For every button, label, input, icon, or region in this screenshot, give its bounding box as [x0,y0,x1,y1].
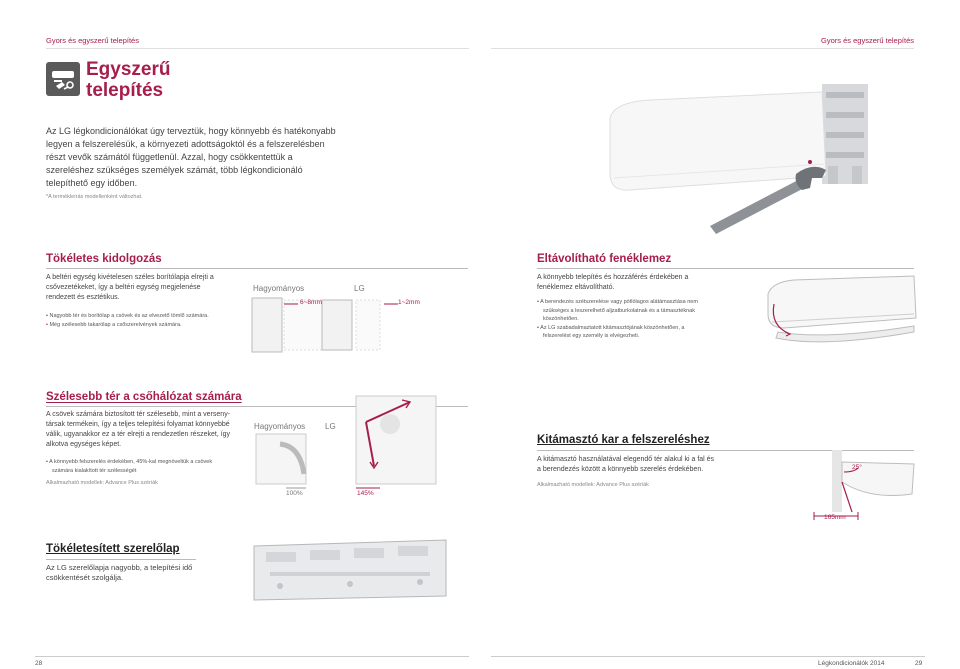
section-title-removable-base: Eltávolítható fenéklemez [537,253,672,265]
gap-traditional: 6~8mm [300,299,322,306]
body-line: A csövek számára biztosított tér szélesebb, mint a verseny- [46,411,231,418]
intro-note: *A termékleírás modellenként változhat. [46,194,143,200]
support-arm-diagram [774,450,920,526]
body-line: csökkentését szolgálja. [46,573,124,582]
header-rule-left [46,48,469,49]
bullet-text: Az LG szabadalmaztatott kitámasztójának köszönhetően, a [540,324,685,331]
body-line: alkotva egységes képet. [46,441,122,448]
section-title-perfect-finish: Tökéletes kidolgozás [46,253,162,265]
install-icon [46,62,80,96]
section-bullets [537,298,757,341]
bullet-text: Még szélesebb takarólap a csőszerelvények számára. [49,321,182,328]
section-bullets [46,312,246,329]
bullet-item: • Az LG szabadalmaztatott kitámasztójának köszönhetően, a [537,324,685,331]
section-rule [537,268,914,269]
section-body [537,273,737,293]
section-bullets [46,458,246,475]
section-title-support-arm: Kitámasztó kar a felszereléshez [537,434,710,446]
bullet-item: • Még szélesebb takarólap a csőszerelvények számára. [46,321,182,328]
intro-line: szereléshez szükséges személyek számát, több légkondicionáló [46,165,303,175]
intro-line: telepíthető egy időben. [46,178,138,188]
intro-text [46,125,376,190]
bullet-text: A könnyebb felszerelés érdekében, 45%-kal megnöveltük a csövek [49,459,213,465]
section-rule [46,268,468,269]
gap-lg: 1~2mm [398,299,420,306]
footer-publication: Légkondicionálók 2014 [818,660,885,667]
bullet-text: szükséges a leszerelhető aljzatburkolatnak és a támasztéknak [543,307,695,314]
bullet-item: • A berendezés szétszerelése vagy pótlólagos alátámasztása nem [537,299,698,305]
bullet-text: A berendezés szétszerelése vagy pótlólagos alátámasztása nem [540,299,698,305]
footer-rule-right [491,656,925,657]
distance-label: 165mm [824,514,846,521]
removable-base-illustration [764,274,920,354]
bullet-item: • Nagyobb tér és borítólap a csövek és az elvezető tömlő számára. [46,313,209,319]
page-number-left: 28 [35,660,43,667]
bullet-text: számára kialakított tér szélességét [52,467,137,474]
applicable-models-note: Alkalmazható modellek: Advance Plus szériák [537,482,649,488]
mounting-bracket [822,84,868,184]
section-body [46,410,236,450]
header-rule-right [491,48,914,49]
page-title-line1: Egyszerű [86,59,171,80]
applicable-models-note: Alkalmazható modellek: Advance Plus szériák [46,480,158,486]
bullet-text: Nagyobb tér és borítólap a csövek és az elvezető tömlő számára. [49,313,209,319]
intro-line: részt vevők számától függetlenül. Azzal, hogy csökkentettük a [46,152,293,162]
mounting-plate-illustration [250,538,450,604]
body-line: Az LG szerelőlapja nagyobb, a telepítési idő [46,563,193,572]
angle-label: 25° [852,464,862,471]
body-line: a berendezés között a könnyebb szerelés érdekében. [537,466,704,473]
label-traditional: Hagyományos [254,422,306,431]
width-lg: 145% [357,490,374,497]
section-body [537,455,757,475]
intro-line: legyen a felszerelésük, a környezeti adottságoktól és a felszerelésben [46,139,325,149]
intro-line: Az LG légkondicionálókat úgy terveztük, hogy könnyebb és hatékonyabb [46,126,336,136]
body-line: fenéklemez eltávolítható. [537,284,615,291]
body-line: A kitámasztó használatával elegendő tér alakul ki a fal és [537,456,715,463]
body-line: válik, ugyanakkor ez a tér elrejti a rendezetlen részeket, így [46,431,231,438]
bullet-text: köszönhetően. [543,316,579,322]
body-line: A könnyebb telepítés és hozzáférés érdekében a [537,274,689,281]
body-line: társak termékein, így a teljes telepítési folyamat könnyebbé [46,421,230,428]
label-lg: LG [325,422,336,431]
section-body [46,563,236,583]
page-title-line2: telepítés [86,80,164,101]
section-title-wider-space: Szélesebb tér a csőhálózat számára [46,391,242,403]
label-traditional: Hagyományos [253,284,305,293]
footer-rule-left [35,656,469,657]
width-traditional: 100% [286,490,303,497]
label-lg: LG [354,284,365,293]
body-line: csővezetékeket, így a beltéri egység megjelenése [46,284,201,291]
bullet-item: • A könnyebb felszerelés érdekében, 45%-kal megnöveltük a csövek [46,459,213,465]
section-rule [46,559,196,560]
section-body [46,273,236,303]
page-number-right: 29 [915,660,923,667]
section-title-mounting-plate: Tökéletesített szerelőlap [46,543,180,555]
body-line: rendezett és esztétikus. [46,294,120,301]
pipe-space-diagram [250,394,440,494]
running-header-left: Gyors és egyszerű telepítés [46,36,139,45]
running-header-right: Gyors és egyszerű telepítés [821,36,914,45]
body-line: A beltéri egység kivételesen széles borítólapja elrejti a [46,274,214,281]
bullet-text: felszerelést egy személy is elvégezheti. [543,333,640,339]
page-title [86,59,170,101]
ac-unit-illustration [590,66,890,246]
